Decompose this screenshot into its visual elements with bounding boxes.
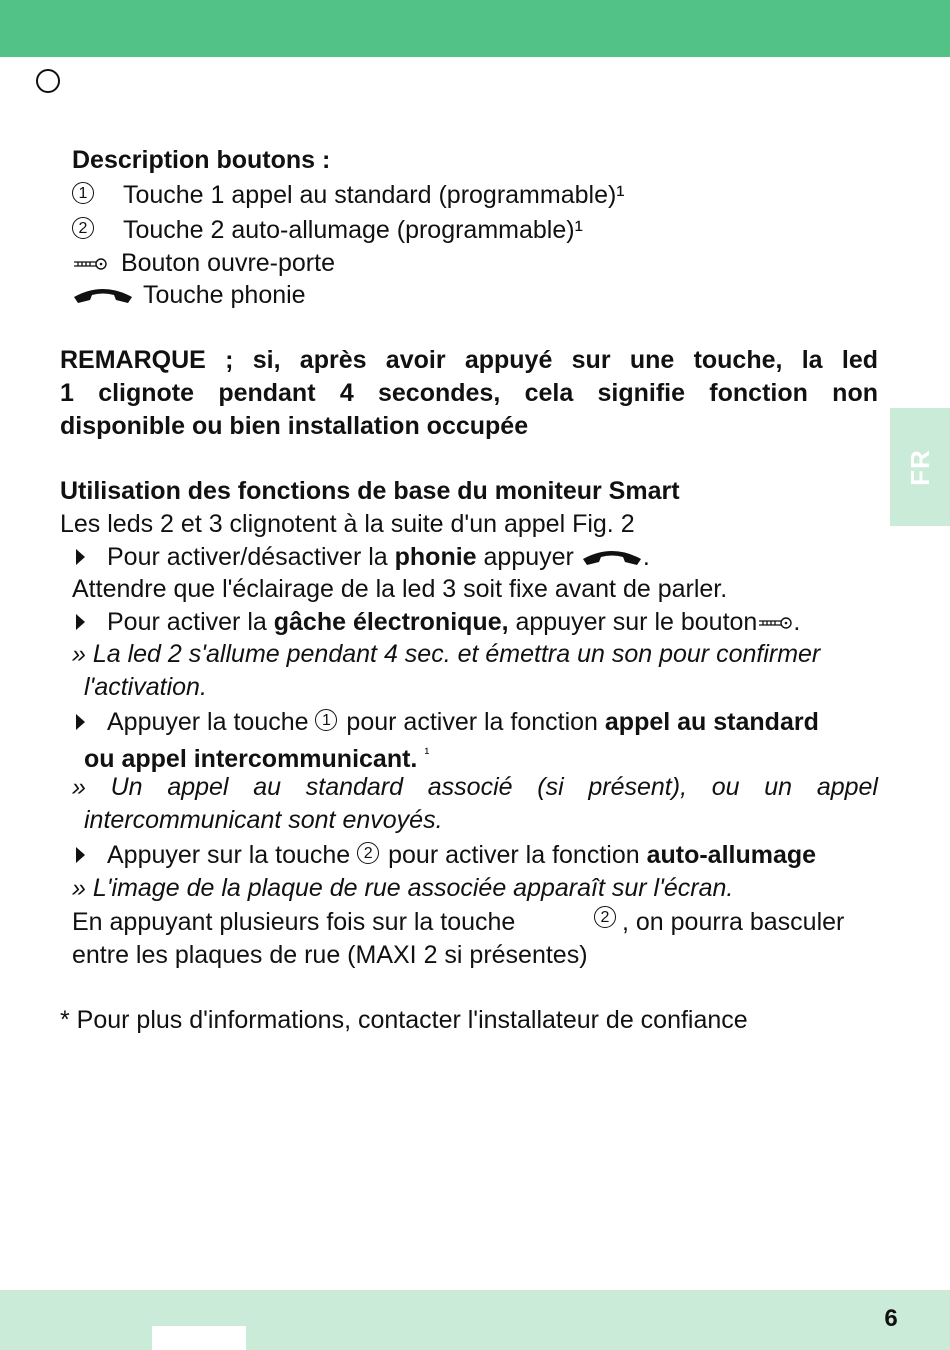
gache-note-line-1: » La led 2 s'allume pendant 4 sec. et émettra un son pour confirmer (72, 640, 821, 668)
remark-line-1: REMARQUE ; si, après avoir appuyé sur une touche, la led (60, 346, 878, 374)
standard-note-line-2: intercommunicant sont envoyés. (84, 806, 443, 834)
auto-text-a: Appuyer sur la touche (107, 841, 358, 869)
button-item-2-text: Touche 2 auto-allumage (programmable)¹ (122, 216, 583, 244)
phonie-instruction (107, 542, 650, 572)
button-item-key-text: Bouton ouvre-porte (120, 249, 335, 277)
switch-line-2: entre les plaques de rue (MAXI 2 si présentes) (72, 941, 588, 969)
gache-instruction (107, 607, 800, 637)
phone-icon (581, 547, 643, 569)
bullet-arrow-icon (76, 549, 85, 565)
gache-text-end: . (793, 608, 801, 636)
auto-text-c: pour activer la fonction (381, 841, 647, 869)
number-1-icon: 1 (315, 709, 337, 731)
button-item-key (72, 248, 335, 278)
standard-note-line-1: » Un appel au standard associé (si présent), ou un appel (72, 773, 878, 801)
bullet-arrow-icon (76, 614, 85, 630)
number-1-icon: 1 (72, 182, 94, 204)
corner-circle-icon (36, 69, 60, 93)
language-tab (890, 408, 950, 526)
button-item-phone-text: Touche phonie (142, 281, 306, 309)
key-icon (72, 257, 108, 271)
gache-text-a: Pour activer la (107, 608, 274, 636)
footer-bar (0, 1290, 950, 1350)
footer-white-block (152, 1326, 246, 1350)
usage-intro: Les leds 2 et 3 clignotent à la suite d'un appel Fig. 2 (60, 510, 635, 538)
usage-heading: Utilisation des fonctions de base du moniteur Smart (60, 477, 680, 505)
switch-line-1-left: En appuyant plusieurs fois sur la touche (72, 908, 516, 936)
gache-text-b: gâche électronique, (273, 608, 509, 636)
number-2-icon: 2 (357, 842, 379, 864)
auto-text-d: auto-allumage (646, 841, 817, 869)
standard-text-d: appel au standard (604, 708, 819, 736)
gache-note-line-2: l'activation. (84, 673, 207, 701)
standard-line-2 (84, 739, 429, 774)
number-2-icon: 2 (594, 906, 616, 928)
button-item-2 (72, 215, 583, 245)
footnote-marker: ¹ (424, 745, 430, 762)
language-tab-label: FR (904, 448, 935, 486)
standard-instruction (107, 707, 819, 737)
footnote: * Pour plus d'informations, contacter l'installateur de confiance (60, 1006, 748, 1034)
wait-instruction: Attendre que l'éclairage de la led 3 soit fixe avant de parler. (72, 575, 728, 603)
phonie-text-b: phonie (394, 543, 477, 571)
phone-icon (72, 285, 134, 307)
standard-text-c: pour activer la fonction (339, 708, 605, 736)
number-2-icon: 2 (72, 217, 94, 239)
gache-text-c: appuyer sur le bouton (508, 608, 758, 636)
phonie-text-c: appuyer (476, 543, 581, 571)
standard-text-a: Appuyer la touche (107, 708, 316, 736)
header-bar (0, 0, 950, 57)
page-number: 6 (884, 1305, 898, 1332)
bullet-arrow-icon (76, 847, 85, 863)
auto-instruction (107, 840, 816, 870)
remark-line-2: 1 clignote pendant 4 secondes, cela signifie fonction non (60, 379, 878, 407)
buttons-heading: Description boutons : (72, 146, 331, 174)
switch-line-1-right: , on pourra basculer (622, 908, 845, 936)
button-item-phone (72, 280, 306, 310)
key-icon (757, 616, 793, 630)
bullet-arrow-icon (76, 714, 85, 730)
auto-note: » L'image de la plaque de rue associée apparaît sur l'écran. (72, 874, 734, 902)
remark-line-3: disponible ou bien installation occupée (60, 412, 529, 440)
button-item-1-text: Touche 1 appel au standard (programmable)¹ (122, 181, 625, 209)
button-item-1 (72, 180, 625, 210)
phonie-text-end: . (642, 543, 650, 571)
phonie-text-a: Pour activer/désactiver la (107, 543, 395, 571)
standard-line-2-text: ou appel intercommunicant. (84, 745, 425, 773)
